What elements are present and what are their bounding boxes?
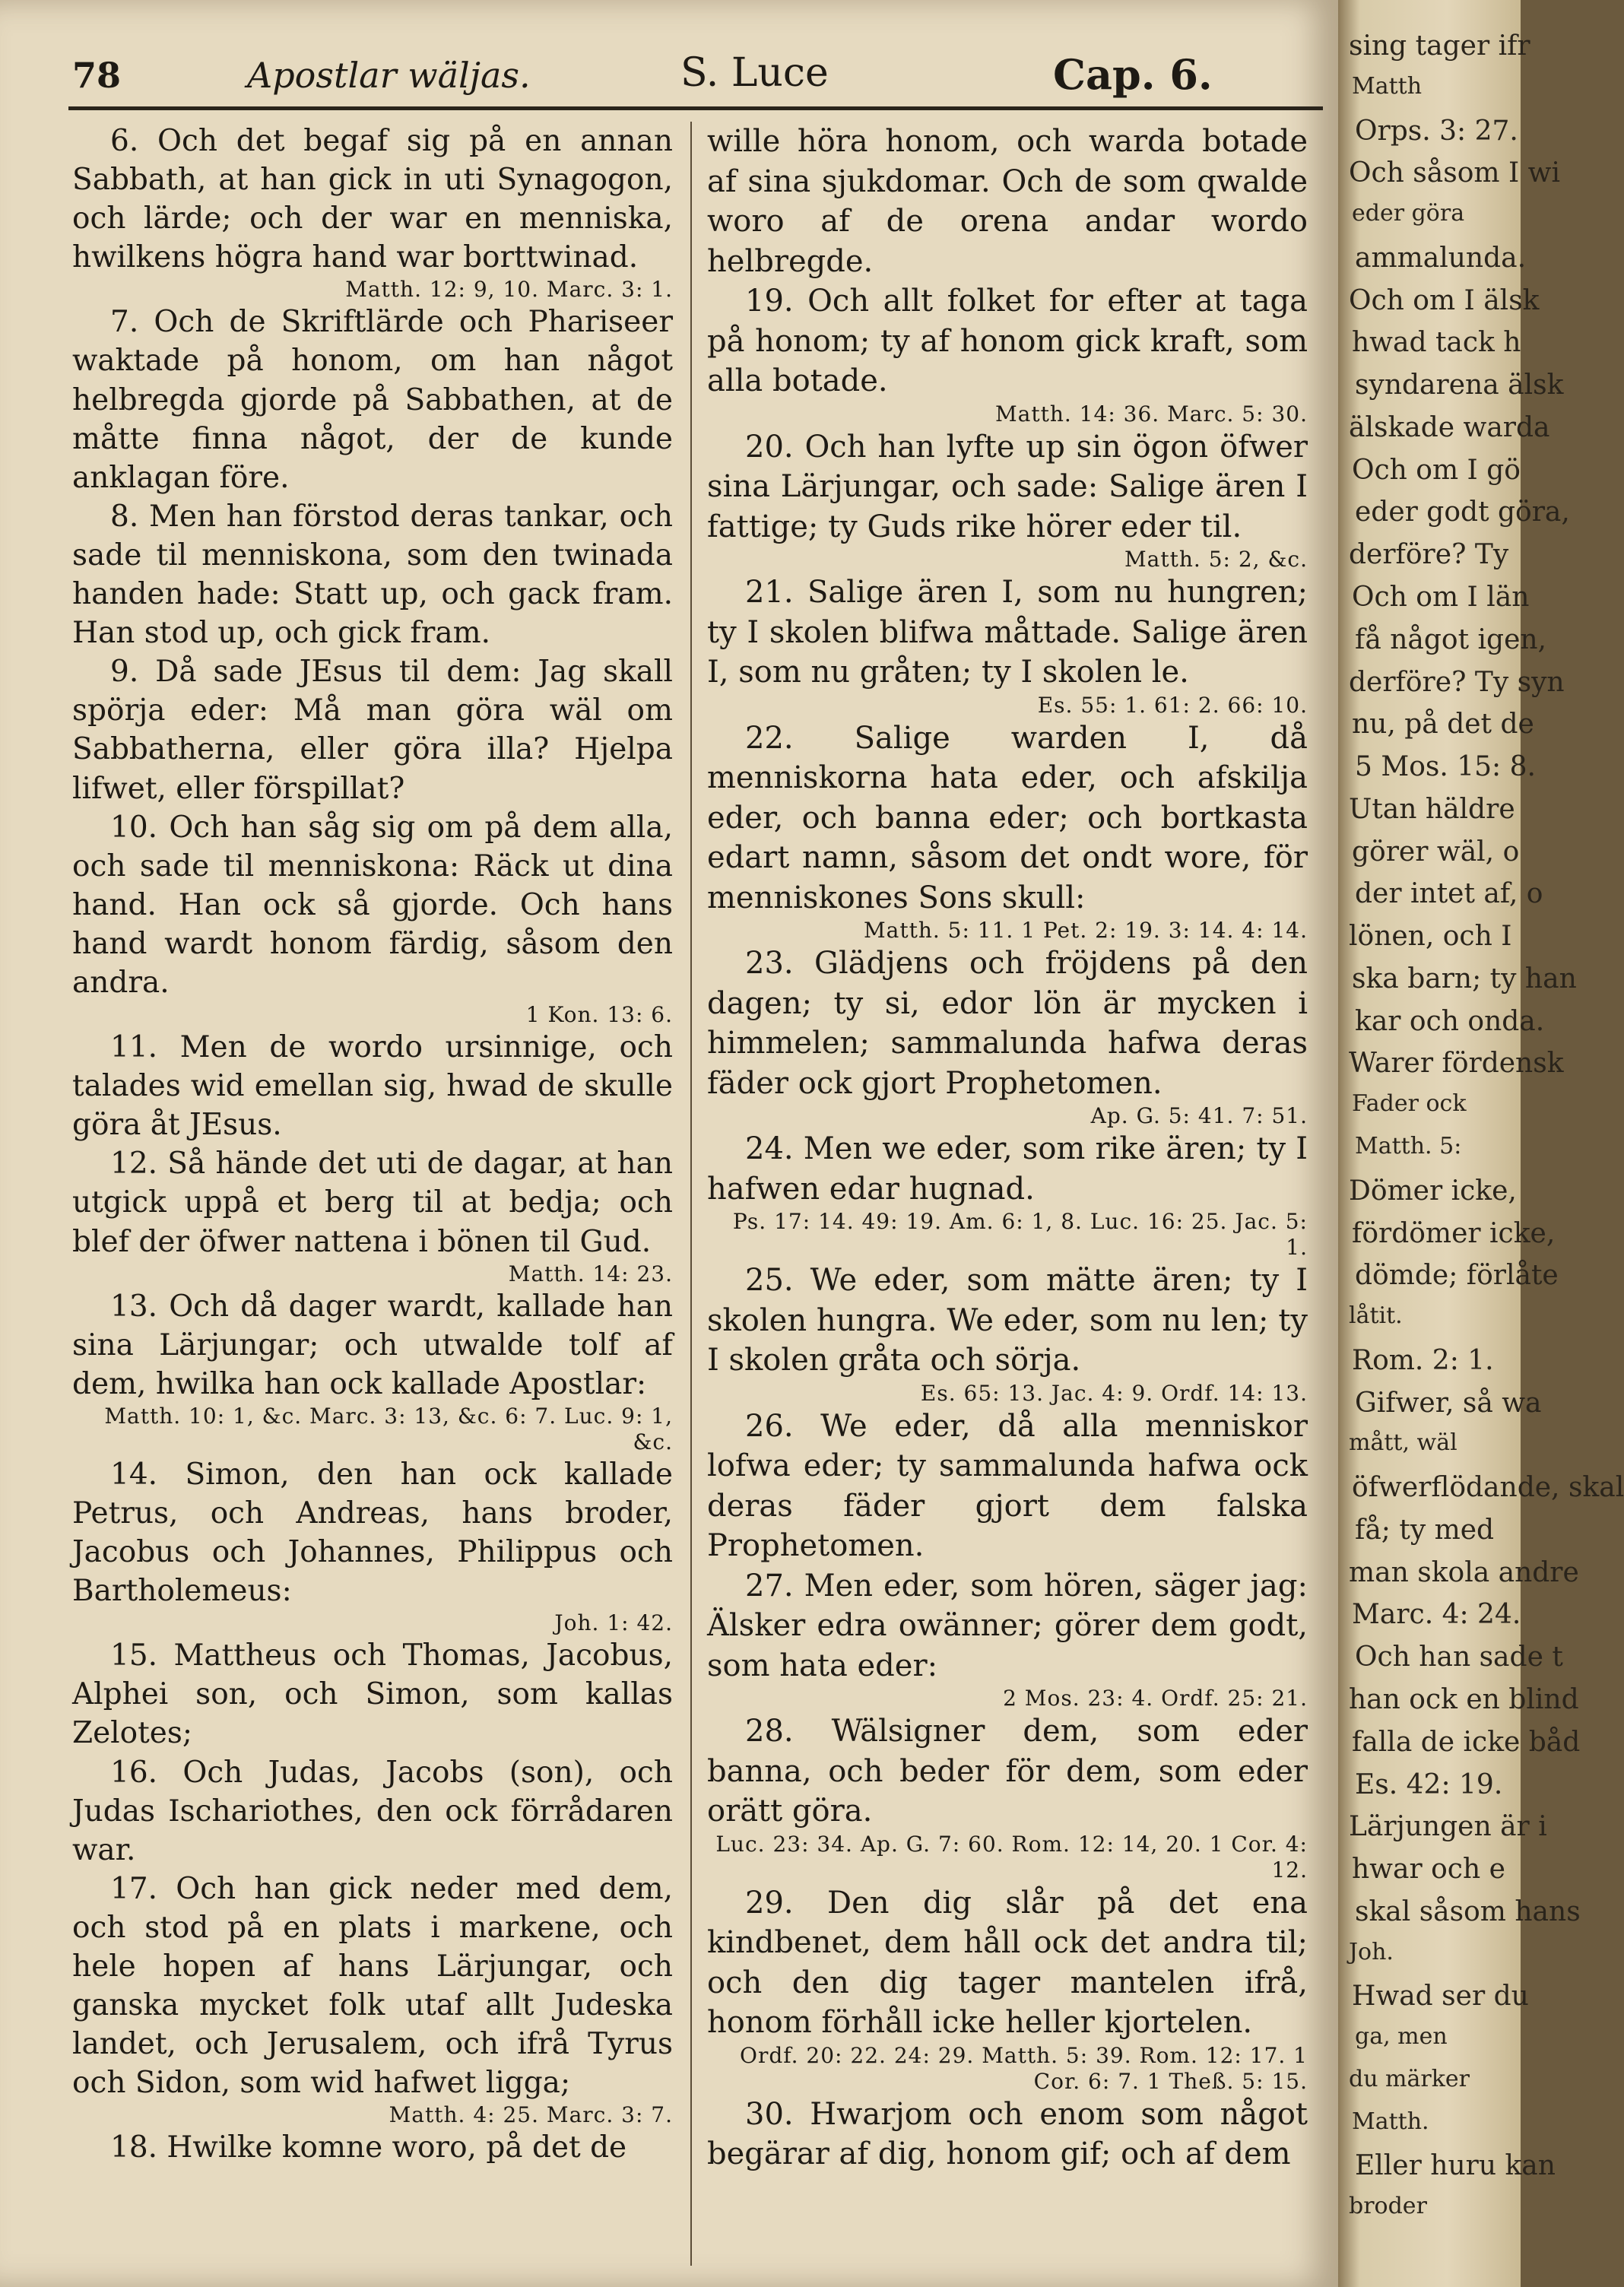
verse: 29. Den dig slår på det ena kindbenet, dem håll ock det andra til; och den dig tager mantelen ifrå, honom förhåll icke heller kjortelen. [707,1885,1308,2040]
verse: 16. Och Judas, Jacobs (son), och Judas Ischariothes, den ock förrådaren war. [72,1755,673,1867]
facing-page-fragment: Joh. [1349,1938,1394,1965]
cross-reference: Matth. 10: 1, &c. Marc. 3: 13, &c. 6: 7. Luc. 9: 1, &c. [104,1403,673,1454]
verse: 27. Men eder, som hören, säger jag: Älsker edra owänner; görer dem godt, som hata eder: [707,1568,1308,1683]
facing-page-fragment: fördömer icke, [1352,1217,1556,1249]
page-header [72,47,1319,100]
verse: 14. Simon, den han ock kallade Petrus, och Andreas, hans broder, Jacobus och Johannes, Philippus och Bartholemeus: [72,1457,673,1609]
verse: 11. Men de wordo ursinnige, och talades wid emellan sig, hwad de skulle göra åt JEsus. [72,1030,673,1143]
facing-page-fragment: låtit. [1349,1302,1403,1330]
cross-reference: Joh. 1: 42. [554,1610,673,1636]
facing-page-fragment: eder göra [1352,200,1465,227]
page-number: 78 [72,55,122,96]
cross-reference: Ps. 17: 14. 49: 19. Am. 6: 1, 8. Luc. 16: 25. Jac. 5: 1. [732,1209,1308,1260]
facing-page-fragment: Dömer icke, [1349,1175,1517,1207]
cross-reference: Ordf. 20: 22. 24: 29. Matth. 5: 39. Rom. 12: 17. 1 Cor. 6: 7. 1 Theß. 5: 15. [740,2042,1308,2094]
facing-page-fragment: derföre? Ty syn [1349,666,1565,698]
cross-reference: Luc. 23: 34. Ap. G. 7: 60. Rom. 12: 14, 20. 1 Cor. 4: 12. [715,1831,1308,1883]
facing-page-fragment: skal såsom hans [1355,1895,1581,1927]
facing-page-fragment: Och om I älsk [1349,284,1540,316]
cross-reference: Matth. 14: 23. [508,1261,673,1286]
facing-page-fragment: Matth. 5: [1355,1133,1462,1159]
cross-reference: 2 Mos. 23: 4. Ordf. 25: 21. [1003,1686,1308,1711]
verse: 22. Salige warden I, då menniskorna hata eder, och afskilja eder, och banna eder; och bortkasta edart namn, såsom det ondt wore, för menniskones Sons skull: [707,720,1308,915]
facing-page-fragment: nu, på det de [1352,709,1534,741]
cross-reference: 1 Kon. 13: 6. [525,1002,673,1028]
cross-reference: Matth. 4: 25. Marc. 3: 7. [389,2102,673,2128]
facing-page-fragment: han ock en blind [1349,1684,1579,1715]
facing-page-fragment: falla de icke båd [1352,1726,1581,1758]
facing-page-fragment: derföre? Ty [1349,539,1509,571]
facing-page-fragment: få; ty med [1355,1514,1495,1546]
book-title: S. Luce [680,50,829,96]
facing-page-fragment: broder [1349,2193,1427,2220]
chapter-heading: Cap. 6. [1053,50,1213,99]
facing-page-fragment: Rom. 2: 1. [1352,1344,1494,1376]
facing-page-fragment: Fader ock [1352,1090,1467,1118]
verse: 20. Och han lyfte up sin ögon öfwer sina Lärjungar, och sade: Salige ären I fattige; ty Guds rike hörer eder til. [707,429,1308,544]
facing-page-fragment: Orps. 3: 27. [1355,115,1518,147]
facing-page-fragment: Gifwer, så wa [1355,1387,1542,1419]
cross-reference: Es. 55: 1. 61: 2. 66: 10. [1037,692,1308,718]
verse: wille höra honom, och warda botade af sina sjukdomar. Och de som qwalde woro af de orena andar wordo helbregde. [707,124,1308,279]
facing-page-fragment: der intet af, o [1355,878,1543,910]
verse: 28. Wälsigner dem, som eder banna, och beder för dem, som eder orätt göra. [707,1714,1308,1829]
facing-page-fragment: älskade warda [1349,411,1550,443]
facing-page-fragment: dömde; förlåte [1355,1260,1559,1292]
facing-page-fragment: ammalunda. [1355,242,1527,274]
left-column [72,122,673,2168]
facing-page-fragment: syndarena älsk [1355,370,1564,401]
verse: 23. Glädjens och fröjdens på den dagen; ty si, edor lön är mycken i himmelen; sammalunda hafwa deras fäder ock gjort Prophetomen. [707,946,1308,1101]
verse: 19. Och allt folket for efter at taga på honom; ty af honom gick kraft, som alla botade. [707,284,1308,398]
right-column [707,122,1308,2174]
facing-page-fragment: ga, men [1355,2023,1448,2051]
facing-page-fragment: Lärjungen är i [1349,1811,1547,1843]
facing-page-fragment: 5 Mos. 15: 8. [1355,751,1536,783]
facing-page-fragment: ska barn; ty han [1352,963,1577,994]
facing-page-fragment: Warer fördensk [1349,1048,1564,1080]
verse: 26. We eder, då alla menniskor lofwa eder; ty sammalunda hafwa ock deras fäder gjort dem falska Prophetomen. [707,1408,1308,1563]
facing-page-fragment: Utan häldre [1349,793,1515,825]
verse: 12. Så hände det uti de dagar, at han utgick uppå et berg til at bedja; och blef der öfwer nattena i bönen til Gud. [72,1147,673,1259]
verse: 18. Hwilke komne woro, på det de [110,2130,627,2165]
facing-page-fragment: kar och onda. [1355,1005,1545,1037]
facing-page-fragment: sing tager ifr [1349,30,1530,62]
verse: 6. Och det begaf sig på en annan Sabbath, at han gick in uti Synagogon, och lärde; och der war en menniska, hwilkens högra hand war borttwinad. [72,124,673,275]
cross-reference: Ap. G. 5: 41. 7: 51. [1090,1103,1308,1128]
facing-page-fragment: få något igen, [1355,623,1546,655]
verse: 10. Och han såg sig om på dem alla, och sade til menniskona: Räck ut dina hand. Han ock så gjorde. Och hans hand wardt honom färdig, såsom den andra. [72,810,673,1000]
facing-page-fragment: Matth. [1352,2108,1429,2135]
verse: 13. Och då dager wardt, kallade han sina Lärjungar; och utwalde tolf af dem, hwilka han ock kallade Apostlar: [72,1289,673,1401]
verse: 9. Då sade JEsus til dem: Jag skall spörja eder: Må man göra wäl om Sabbatherna, eller göra illa? Hjelpa lifwet, eller förspillat? [72,655,673,806]
facing-page-fragment: Och han sade t [1355,1642,1563,1673]
facing-page-fragment: hwar och e [1352,1854,1505,1886]
facing-page-fragment: Es. 42: 19. [1355,1768,1503,1800]
cross-reference: Matth. 5: 2, &c. [1124,547,1308,572]
header-rule [68,106,1323,110]
verse: 24. Men we eder, som rike ären; ty I hafwen edar hugnad. [707,1131,1308,1207]
verse: 21. Salige ären I, som nu hungren; ty I skolen blifwa måttade. Salige ären I, som nu gråten; ty I skolen le. [707,575,1308,690]
facing-page-fragment: Och om I gö [1352,454,1521,486]
cross-reference: Matth. 5: 11. 1 Pet. 2: 19. 3: 14. 4: 14. [863,918,1308,943]
verse: 25. We eder, som mätte ären; ty I skolen hungra. We eder, som nu len; ty I skolen gråta och sörja. [707,1263,1308,1378]
facing-page-fragment: hwad tack h [1352,327,1521,359]
facing-page-fragment: Marc. 4: 24. [1352,1599,1521,1631]
facing-page-edge [1338,0,1624,2287]
cross-reference: Matth. 12: 9, 10. Marc. 3: 1. [345,277,673,303]
facing-page-fragment: görer wäl, o [1352,836,1520,868]
facing-page-fragment: man skola andre [1349,1556,1579,1588]
facing-page-fragment: Och om I län [1352,582,1530,613]
facing-page-fragment: lönen, och I [1349,921,1512,953]
facing-page-fragment: Och såsom I wi [1349,157,1560,189]
facing-page-fragment: Hwad ser du [1352,1981,1529,2013]
cross-reference: Es. 65: 13. Jac. 4: 9. Ordf. 14: 13. [920,1380,1308,1406]
facing-page-fragment: mått, wäl [1349,1429,1457,1457]
column-divider [690,122,692,2266]
verse: 17. Och han gick neder med dem, och stod på en plats i markene, och hele hopen af hans Lärjungar, och ganska mycket folk utaf allt Judeska landet, och Jerusalem, och ifrå Tyrus och Sidon, som wid hafwet ligga; [72,1871,673,2101]
verse: 7. Och de Skriftlärde och Phariseer waktade på honom, om han något helbregda gjorde på Sabbathen, at de måtte finna något, der de kunde anklagan före. [72,305,673,495]
verse: 8. Men han förstod deras tankar, och sade til menniskona, som den twinada handen hade: Statt up, och gack fram. Han stod up, och gick fram. [72,499,673,651]
running-title: Apostlar wäljas. [247,55,531,96]
facing-page-fragment: öfwerflödande, skal [1352,1472,1624,1504]
verse: 15. Mattheus och Thomas, Jacobus, Alphei son, och Simon, som kallas Zelotes; [72,1638,673,1751]
facing-page-fragment: du märker [1349,2065,1470,2092]
facing-page-fragment: Matth [1352,72,1423,100]
facing-page-fragment: eder godt göra, [1355,496,1570,528]
verse: 30. Hwarjom och enom som något begärar af dig, honom gif; och af dem [707,2096,1308,2171]
cross-reference: Matth. 14: 36. Marc. 5: 30. [994,401,1308,427]
facing-page-fragment: Eller huru kan [1355,2150,1556,2182]
